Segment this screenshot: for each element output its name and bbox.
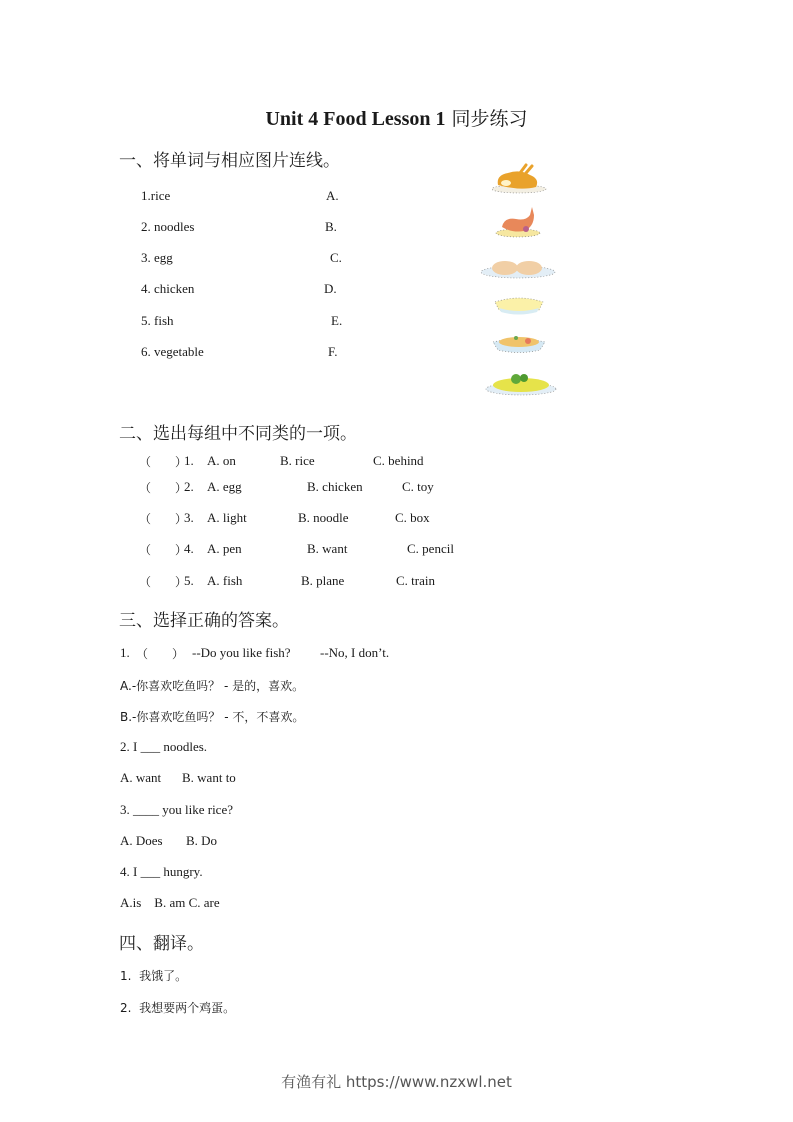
translate-item-1: 1. 我饿了。	[120, 969, 188, 983]
word-noodles: 2. noodles	[141, 219, 195, 234]
answer-blank[interactable]: （ ）	[139, 575, 188, 589]
odd-one-out-row-5	[139, 573, 435, 590]
question-number: 1.	[184, 453, 194, 468]
option-a: A. egg	[207, 479, 242, 494]
odd-one-out-row-2	[139, 479, 434, 496]
option-b: B. chicken	[307, 479, 363, 494]
option-a: A. fish	[207, 573, 243, 588]
option-a: A. on	[207, 453, 236, 468]
option-b: B. rice	[280, 453, 315, 468]
answer-text: --No, I don’t.	[320, 645, 390, 660]
option-a: A. Does	[120, 833, 163, 848]
odd-one-out-row-4	[139, 541, 454, 558]
option-c: C. box	[395, 510, 430, 525]
answer-blank[interactable]: （ ）	[139, 481, 188, 495]
option-b: B. plane	[301, 573, 345, 588]
question-number: 1.	[120, 645, 130, 660]
translate-item-2: 2. 我想要两个鸡蛋。	[120, 1001, 236, 1015]
word-fish: 5. fish	[141, 313, 174, 328]
option-b: B. want	[307, 541, 348, 556]
rice-bowl-icon	[491, 290, 547, 316]
option-a-text: A.-你喜欢吃鱼吗？ - 是的，喜欢。	[120, 679, 305, 693]
question-1	[120, 645, 390, 661]
option-b: B. want to	[182, 770, 236, 785]
letter-e: E.	[331, 313, 343, 328]
question-2-options	[120, 770, 236, 786]
question-2: 2. I ___ noodles.	[120, 739, 208, 754]
footer-watermark: 有渔有礼 https://www.nzxwl.net	[281, 1073, 512, 1091]
question-number: 5.	[184, 573, 194, 588]
question-text: --Do you like fish?	[192, 645, 291, 660]
option-c: C. train	[396, 573, 435, 588]
option-a: A. want	[120, 770, 162, 785]
option-c: C. pencil	[407, 541, 454, 556]
vegetable-plate-icon	[484, 369, 558, 397]
page-title	[0, 104, 793, 131]
noodles-plate-icon	[490, 330, 548, 354]
question-1-option-b	[120, 708, 304, 725]
odd-one-out-row-1	[139, 453, 424, 470]
section4-heading: 四、翻译。	[119, 934, 204, 954]
letter-b: B.	[325, 219, 337, 234]
answer-blank[interactable]: （ ）	[139, 512, 188, 526]
letter-f: F.	[328, 344, 338, 359]
question-3: 3. ____ you like rice?	[120, 802, 233, 817]
option-b-text: B.-你喜欢吃鱼吗？ - 不，不喜欢。	[120, 710, 305, 724]
odd-one-out-row-3	[139, 510, 430, 527]
fish-dish-icon	[494, 205, 542, 239]
answer-blank[interactable]: （ ）	[139, 543, 188, 557]
eggs-plate-icon	[479, 258, 557, 280]
option-c: C. behind	[373, 453, 424, 468]
word-egg: 3. egg	[141, 250, 173, 265]
question-4: 4. I ___ hungry.	[120, 864, 203, 879]
option-b: B. Do	[186, 833, 218, 848]
word-rice: 1.rice	[141, 188, 171, 203]
answer-blank[interactable]: （ ）	[136, 647, 185, 661]
section1-heading: 一、将单词与相应图片连线。	[119, 151, 340, 171]
question-1-option-a	[120, 677, 304, 694]
letter-c: C.	[330, 250, 342, 265]
question-number: 2.	[184, 479, 194, 494]
option-c: C. toy	[402, 479, 434, 494]
letter-a: A.	[326, 188, 339, 203]
question-number: 4.	[184, 541, 194, 556]
roast-chicken-icon	[490, 163, 548, 195]
option-a: A. pen	[207, 541, 242, 556]
question-3-options	[120, 833, 218, 849]
section3-heading: 三、选择正确的答案。	[119, 611, 289, 631]
question-number: 3.	[184, 510, 194, 525]
word-vegetable: 6. vegetable	[141, 344, 204, 359]
answer-blank[interactable]: （ ）	[139, 455, 188, 469]
option-b: B. noodle	[298, 510, 349, 525]
section2-heading: 二、选出每组中不同类的一项。	[119, 424, 357, 444]
question-4-options: A.is B. am C. are	[120, 895, 220, 910]
title-en: Unit 4 Food Lesson 1	[265, 108, 446, 130]
word-chicken: 4. chicken	[141, 281, 195, 296]
title-cn: 同步练习	[451, 108, 528, 130]
option-a: A. light	[207, 510, 247, 525]
letter-d: D.	[324, 281, 337, 296]
